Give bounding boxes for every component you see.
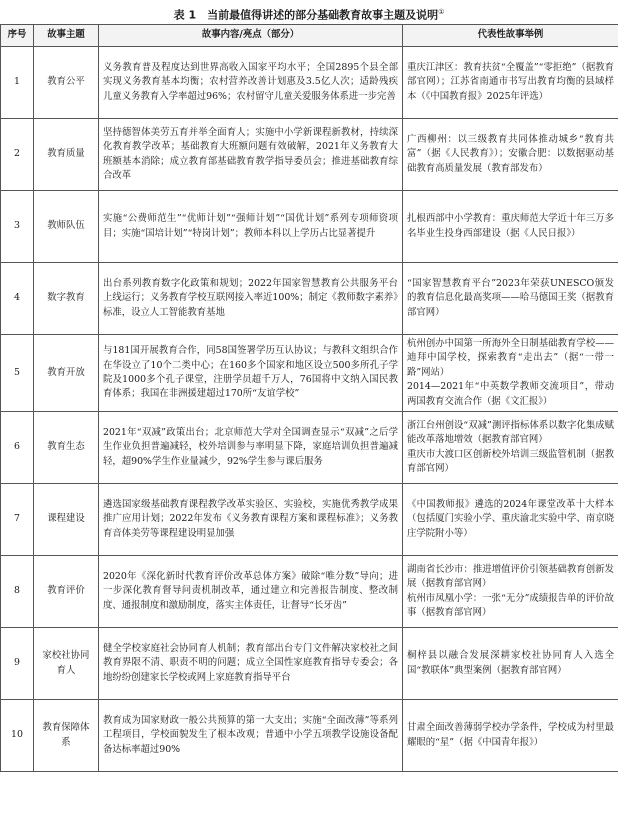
example-item: “国家智慧教育平台”2023年荣获UNESCO颁发的教育信息化最高奖项——哈马德国王奖（据教育部官网） xyxy=(407,277,614,318)
story-themes-table xyxy=(0,24,618,772)
example-item: 重庆江津区：教育扶贫“全覆盖”“零拒绝”（据教育部官网）；江苏省南通市书写出教育均衡的县域样本（《中国教育报》2025年评选） xyxy=(407,61,614,102)
row-no: 9 xyxy=(1,628,34,700)
table-title-text: 表 1 当前最值得讲述的部分基础教育故事主题及说明 xyxy=(173,8,439,22)
row-examples xyxy=(403,263,618,335)
row-content: 与181国开展教育合作，同58国签署学历互认协议；与教科文组织合作在华设立了10个二类中心；在160多个国家和地区设立500多所孔子学院及1000多个孔子课堂，注册学员超千万人，76国将中文纳入国民教育体系；我国在非洲援建超过170所“友谊学校” xyxy=(99,335,403,412)
example-item: 杭州创办中国第一所海外全日制基础教育学校——迪拜中国学校，探索教育“走出去”（据“一带一路”网站） xyxy=(407,338,614,378)
table-row xyxy=(1,700,618,772)
row-examples xyxy=(403,47,618,119)
row-no: 1 xyxy=(1,47,34,119)
header-examples: 代表性故事举例 xyxy=(403,25,618,47)
header-theme: 故事主题 xyxy=(34,25,99,47)
example-item: 2014—2021年“中英数学教师交流项目”，带动两国教育交流合作（据《文汇报》） xyxy=(407,381,614,407)
example-item: 重庆市大渡口区创新校外培训三级监管机制（据教育部官网） xyxy=(407,448,614,474)
table-row xyxy=(1,556,618,628)
table-row xyxy=(1,335,618,412)
row-content: 出台系列教育数字化政策和规划；2022年国家智慧教育公共服务平台上线运行；义务教育学校互联网接入率近100%；制定《教师数字素养》标准，设立人工智能教育基地 xyxy=(99,263,403,335)
row-no: 7 xyxy=(1,484,34,556)
row-no: 5 xyxy=(1,335,34,412)
footnote-mark: ① xyxy=(438,8,445,16)
row-content: 2020年《深化新时代教育评价改革总体方案》破除“唯分数”导向；进一步深化教育督导问责机制改革，通过建立和完善报告制度、整改制度、通报制度和激励制度，落实主体责任，让督导“长牙齿” xyxy=(99,556,403,628)
table-row xyxy=(1,191,618,263)
table-row xyxy=(1,628,618,700)
row-examples xyxy=(403,556,618,628)
example-item: 桐梓县以融合发展深耕家校社协同育人入选全国“教联体”典型案例（据教育部官网） xyxy=(407,650,614,676)
row-content: 实施“公费师范生”“优师计划”“强师计划”“国优计划”系列专项师资项目；实施“国培计划”“特岗计划”；教师本科以上学历占比显著提升 xyxy=(99,191,403,263)
row-theme: 数字教育 xyxy=(34,263,99,335)
row-theme: 课程建设 xyxy=(34,484,99,556)
row-theme: 家校社协同育人 xyxy=(34,628,99,700)
table-row xyxy=(1,119,618,191)
row-no: 10 xyxy=(1,700,34,772)
row-theme: 教育公平 xyxy=(34,47,99,119)
table-row xyxy=(1,412,618,484)
header-no: 序号 xyxy=(1,25,34,47)
example-item: 广西柳州：以三级教育共同体推动城乡“教育共富”（据《人民教育》）；安徽合肥：以数据驱动基础教育高质量发展（教育部发布） xyxy=(407,133,614,174)
row-content: 遴选国家级基础教育课程教学改革实验区、实验校，实施优秀教学成果推广应用计划；2022年发布《义务教育课程方案和课程标准》；义务教育音体美劳等课程建设明显加强 xyxy=(99,484,403,556)
row-no: 3 xyxy=(1,191,34,263)
row-examples xyxy=(403,119,618,191)
row-no: 8 xyxy=(1,556,34,628)
row-examples xyxy=(403,191,618,263)
example-item: 湖南省长沙市：推进增值评价引领基础教育创新发展（据教育部官网） xyxy=(407,563,614,590)
table-row xyxy=(1,263,618,335)
row-examples xyxy=(403,484,618,556)
example-item: 甘肃全面改善薄弱学校办学条件，学校成为村里最耀眼的“星”（据《中国青年报》） xyxy=(407,722,614,748)
row-examples xyxy=(403,628,618,700)
table-header-row xyxy=(1,25,618,47)
row-content: 义务教育普及程度达到世界高收入国家平均水平；全国2895个县全部实现义务教育基本均衡；农村营养改善计划惠及3.5亿人次；适龄残疾儿童义务教育入学率超过96%；农村留守儿童关爱服务体系进一步完善 xyxy=(99,47,403,119)
row-no: 4 xyxy=(1,263,34,335)
row-content: 教育成为国家财政一般公共预算的第一大支出；实施“全面改薄”等系列工程项目，学校面貌发生了根本改观；普通中小学五项教学设施设备配备达标率超过90% xyxy=(99,700,403,772)
row-examples xyxy=(403,412,618,484)
table-row xyxy=(1,484,618,556)
table-title xyxy=(0,0,618,24)
table-row xyxy=(1,47,618,119)
example-item: 扎根西部中小学教育：重庆师范大学近十年三万多名毕业生投身西部建设（据《人民日报》） xyxy=(407,213,614,239)
table-body xyxy=(1,47,618,772)
header-content: 故事内容/亮点（部分） xyxy=(99,25,403,47)
example-item: 浙江台州创设“双减”测评指标体系以数字化集成赋能改革落地增效（据教育部官网） xyxy=(407,419,614,446)
example-item: 《中国教师报》遴选的2024年课堂改革十大样本（包括厦门实验小学、重庆渝北实验中学、南京晓庄学院附小等） xyxy=(407,498,614,539)
row-no: 2 xyxy=(1,119,34,191)
row-theme: 教育生态 xyxy=(34,412,99,484)
row-examples xyxy=(403,335,618,412)
row-content: 2021年“双减”政策出台；北京师范大学对全国调查显示“双减”之后学生作业负担普遍减轻，校外培训参与率明显下降，家庭培训负担普遍减轻，超90%学生作业量减少，92%学生参与课后服务 xyxy=(99,412,403,484)
row-content: 健全学校家庭社会协同育人机制；教育部出台专门文件解决家校社之间教育界限不清、职责不明的问题；成立全国性家庭教育指导专委会；各地纷纷创建家长学校或网上家庭教育指导平台 xyxy=(99,628,403,700)
row-no: 6 xyxy=(1,412,34,484)
row-theme: 教育保障体系 xyxy=(34,700,99,772)
row-theme: 教育开放 xyxy=(34,335,99,412)
row-theme: 教育质量 xyxy=(34,119,99,191)
row-content: 坚持德智体美劳五育并举全面育人；实施中小学新课程新教材，持续深化教育教学改革；基础教育大班额问题有效破解，2021年义务教育大班额基本消除；成立教育部基础教育教学指导委员会；推进基础教育综合改革 xyxy=(99,119,403,191)
example-item: 杭州市凤凰小学：一张“无分”成绩报告单的评价故事（据教育部官网） xyxy=(407,592,614,618)
row-theme: 教师队伍 xyxy=(34,191,99,263)
row-theme: 教育评价 xyxy=(34,556,99,628)
row-examples xyxy=(403,700,618,772)
